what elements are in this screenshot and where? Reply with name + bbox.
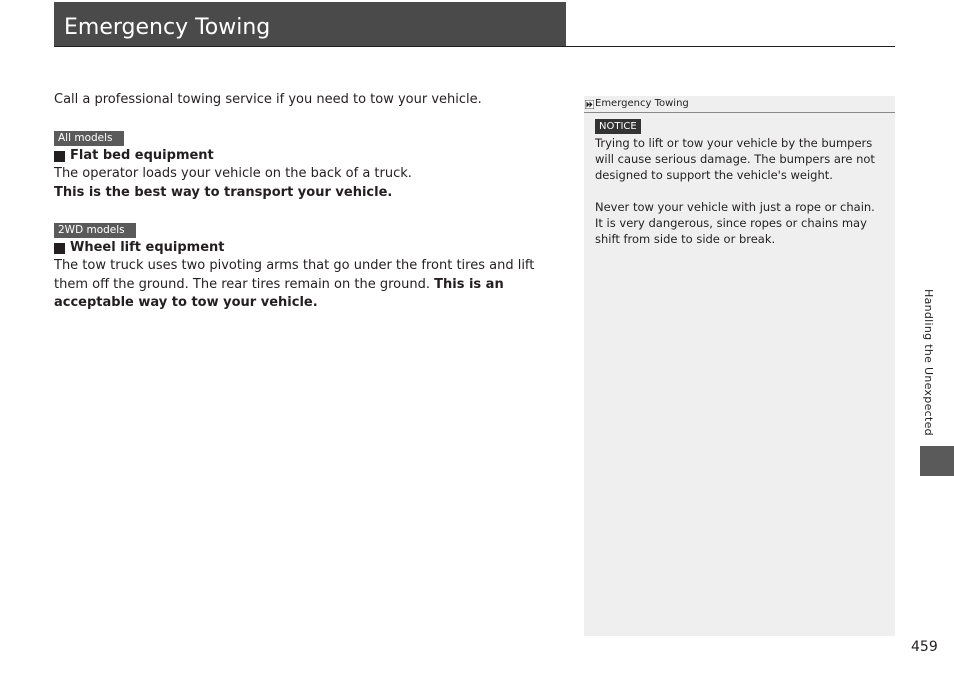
section-heading-flat-bed	[54, 147, 214, 165]
double-arrow-icon	[585, 100, 594, 109]
sidebar-paragraph: Trying to lift or tow your vehicle by the bumpers will cause serious damage. The bumpers are not designed to support the vehicle's weight.	[595, 136, 875, 182]
section-body-flat-bed	[54, 165, 564, 202]
sidebar-line: It is very dangerous, since ropes or chains may shift from side to side or break.	[595, 216, 867, 246]
title-divider	[54, 46, 895, 47]
sidebar-line: Never tow your vehicle with just a rope or chain.	[595, 200, 875, 214]
section-heading-wheel-lift	[54, 239, 225, 257]
page-title-bar	[54, 2, 566, 46]
section-body-wheel-lift	[54, 257, 564, 313]
section-heading-label: Flat bed equipment	[70, 148, 214, 163]
chapter-tab-marker	[920, 446, 954, 476]
model-tag-all: All models	[54, 131, 124, 146]
section-text: The operator loads your vehicle on the back of a truck.	[54, 166, 412, 181]
square-bullet-icon	[54, 151, 65, 162]
section-text: The tow truck uses two pivoting arms that go under the front tires and lift them off the ground. The rear tires remain on the ground.	[54, 258, 535, 292]
section-bold-text: This is the best way to transport your vehicle.	[54, 184, 393, 200]
chapter-tab-label: Handling the Unexpected	[922, 289, 935, 436]
sidebar-paragraph	[595, 199, 887, 247]
sidebar-heading-label: Emergency Towing	[595, 98, 689, 109]
sidebar-note-panel	[584, 96, 895, 636]
notice-badge: NOTICE	[595, 119, 641, 134]
square-bullet-icon	[54, 243, 65, 254]
page-title: Emergency Towing	[64, 15, 271, 40]
section-heading-label: Wheel lift equipment	[70, 240, 225, 255]
model-tag-2wd: 2WD models	[54, 223, 136, 238]
sidebar-heading	[584, 96, 895, 113]
section-bold-text: This is an acceptable way to tow your vehicle.	[54, 276, 504, 310]
page-number: 459	[911, 639, 938, 655]
intro-text: Call a professional towing service if you need to tow your vehicle.	[54, 92, 482, 107]
